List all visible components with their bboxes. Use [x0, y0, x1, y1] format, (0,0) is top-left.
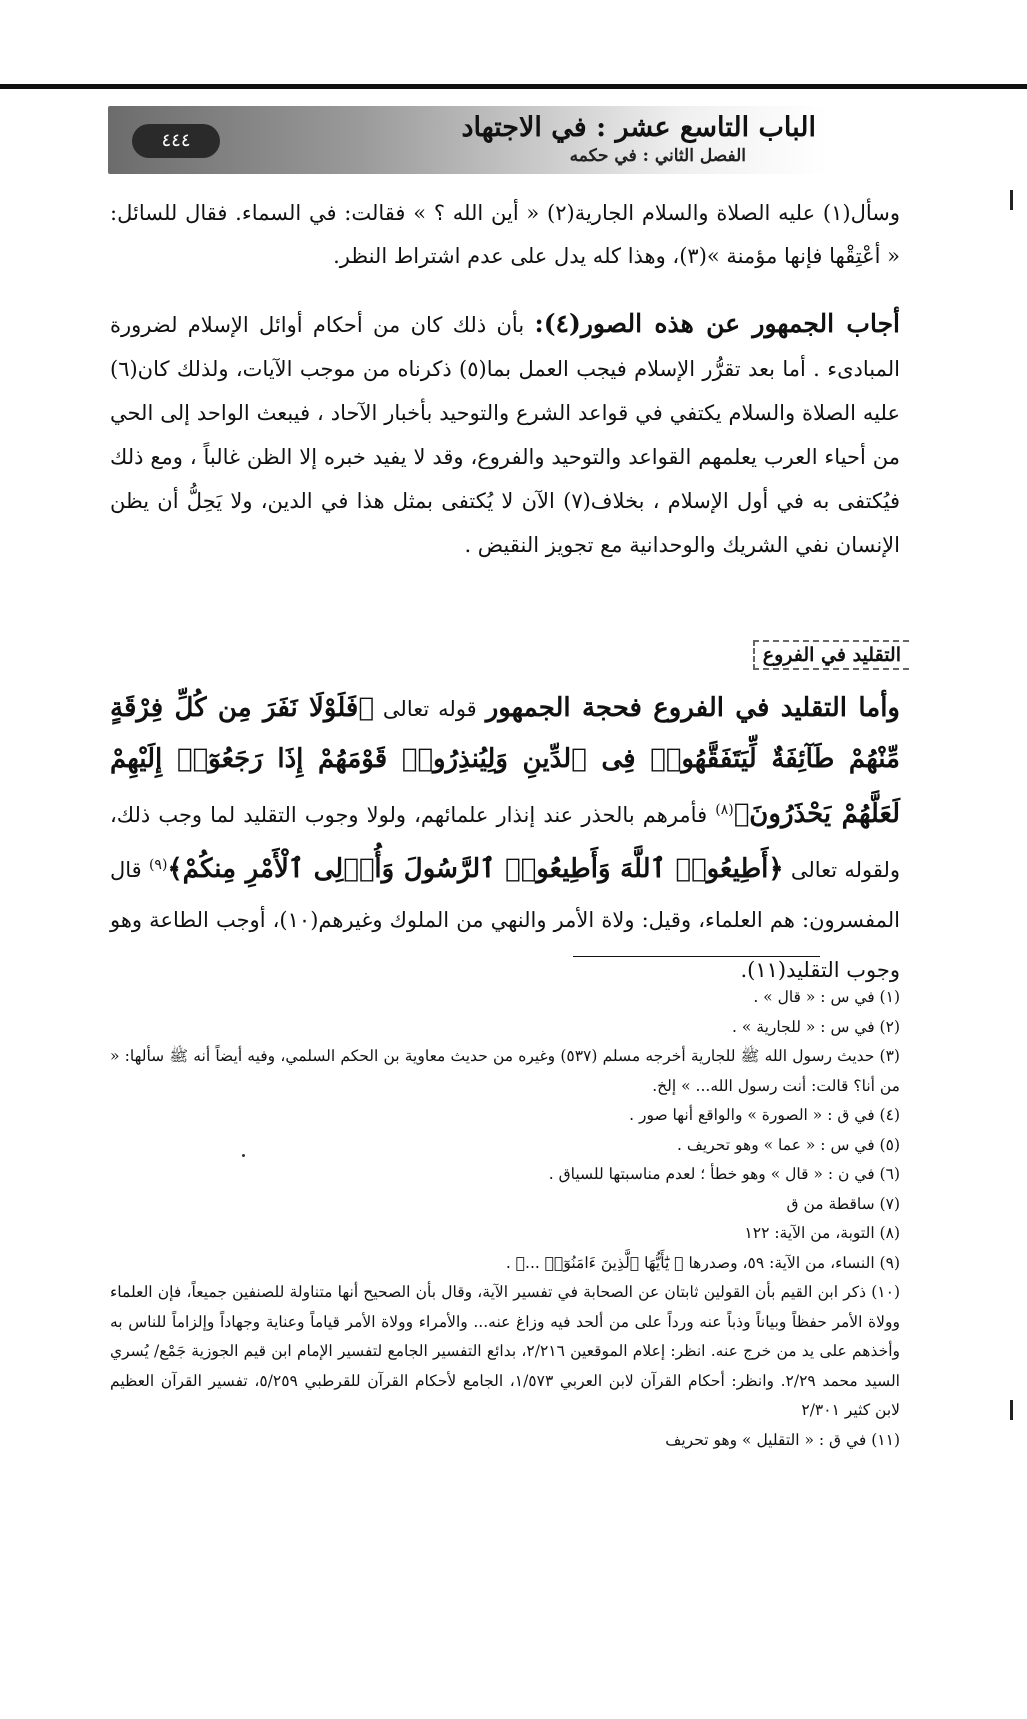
footnote: (٣) حديث رسول الله ﷺ للجارية أخرجه مسلم (٥٣٧) وغيره من حديث معاوية بن الحكم السلمي، وفيه أيضاً أنه ﷺ سألها: « من أنا؟ قالت: أنت رسول الله... » إلخ.: [110, 1047, 900, 1095]
footnote: (٨) التوبة، من الآية: ١٢٢: [744, 1224, 900, 1242]
footnote-ref-9: (٩): [148, 857, 168, 873]
page-number: ٤٤٤: [132, 124, 220, 158]
footnote: (٤) في ق : « الصورة » والواقع أنها صور .: [629, 1106, 900, 1124]
paragraph-3-text-a: قوله تعالى: [373, 697, 486, 721]
footnote: (٩) النساء، من الآية: ٥٩، وصدرها ﴿ يَٰٓأَيُّهَا ٱلَّذِينَ ءَامَنُوٓا۟ ...﴾ .: [505, 1253, 900, 1272]
footnote: (١١) في ق : « التقليل » وهو تحريف: [665, 1430, 900, 1449]
paragraph-2: [110, 302, 900, 567]
footnote: (٢) في س : « للجارية » .: [732, 1017, 900, 1036]
chapter-title: الباب التاسع عشر : في الاجتهاد: [461, 112, 816, 143]
section-subtitle: الفصل الثاني : في حكمه: [569, 146, 746, 166]
footnote: (٧) ساقطة من ق: [786, 1194, 900, 1213]
paragraph-3-heading: وأما التقليد في الفروع فحجة الجمهور: [485, 693, 900, 723]
footnote-ref-8: (٨): [715, 802, 734, 818]
footnote: (١٠) ذكر ابن القيم بأن القولين ثابتان عن الصحابة في تفسير الآية، وقال بأن الصحيح أنها متناولة للصنفين جميعاً، فإن العلماء وولاة الأمر حفظاً وبياناً وذباً عنه ورداً على من ألحد فيه وزاغ عنه... والأمراء وولاة الأمر قياماً وعناية وجهاداً وإلزاماً للناس به وأخذهم على يد من خرج عنه. انظر: إعلام الموقعين ٢/٢١٦، بدائع التفسير الجامع لتفسير الإمام ابن قيم الجوزية جَمْع/ يُسري السيد محمد ٢/٢٩. وانظر: أحكام القرآن لابن العربي ١/٥٧٣، الجامع لأحكام القرآن للقرطبي ٥/٢٥٩، تفسير القرآن العظيم لابن كثير ٢/٣٠١: [110, 1283, 900, 1419]
paragraph-3: [110, 683, 900, 995]
quran-verse-2: ﴿أَطِيعُوا۟ ٱللَّهَ وَأَطِيعُوا۟ ٱلرَّسُولَ وَأُو۟لِى ٱلْأَمْرِ مِنكُمْ﴾: [167, 854, 784, 884]
top-rule: [0, 84, 1027, 89]
footnote-separator: [573, 956, 820, 957]
paragraph-3-text-c: قال المفسرون: هم العلماء، وقيل: ولاة الأمر والنهي من الملوك وغيرهم(١٠)، أوجب الطاعة وهو وجوب التقليد(١١).: [110, 858, 900, 982]
footnotes: [110, 983, 900, 1455]
quran-verse-1: ﴿فَلَوْلَا نَفَرَ مِن كُلِّ فِرْقَةٍ مِّنْهُمْ طَآئِفَةٌ لِّيَتَفَقَّهُوا۟ فِى ٱلدِّينِ وَلِيُنذِرُوا۟ قَوْمَهُمْ إِذَا رَجَعُوٓا۟ إِلَيْهِمْ لَعَلَّهُمْ يَحْذَرُونَ﴾: [110, 693, 901, 829]
margin-mark: [1010, 1400, 1013, 1420]
margin-mark: [1010, 190, 1013, 210]
footnote: (١) في س : « قال » .: [753, 988, 900, 1006]
scan-speck: [242, 1154, 245, 1157]
footnote: (٥) في س : « عما » وهو تحريف .: [677, 1135, 900, 1154]
paragraph-1: وسأل(١) عليه الصلاة والسلام الجارية(٢) « أين الله ؟ » فقالت: في السماء. فقال للسائل: « أعْتِقْها فإنها مؤمنة »(٣)، وهذا كله يدل على عدم اشتراط النظر.: [110, 201, 900, 268]
paragraph-3-text-b: فأمرهم بالحذر عند إنذار علمائهم، ولولا وجوب التقليد لما وجب ذلك، ولقوله تعالى: [110, 803, 901, 882]
side-heading: التقليد في الفروع: [753, 640, 909, 670]
footnote: (٦) في ن : « قال » وهو خطأ ؛ لعدم مناسبتها للسياق .: [548, 1165, 900, 1183]
paragraph-2-heading: أجاب الجمهور عن هذه الصور(٤):: [534, 309, 900, 338]
paragraph-2-text: بأن ذلك كان من أحكام أوائل الإسلام لضرورة المبادىء . أما بعد تقرُّر الإسلام فيجب العمل بما(٥) ذكرناه من موجب الآيات، ولذلك كان(٦) عليه الصلاة والسلام يكتفي في قواعد الشرع والتوحيد بأخبار الآحاد ، فيبعث الواحد إلى الحي من أحياء العرب يعلمهم القواعد والتوحيد والفروع، وقد لا يفيد خبره إلا الظن غالباً ، ومع ذلك فيُكتفى به في أول الإسلام ، بخلاف(٧) الآن لا يُكتفى بمثل هذا في الدين، ولا يَحِلُّ أن يظن الإنسان نفي الشريك والوحدانية مع تجويز النقيض .: [110, 313, 900, 557]
